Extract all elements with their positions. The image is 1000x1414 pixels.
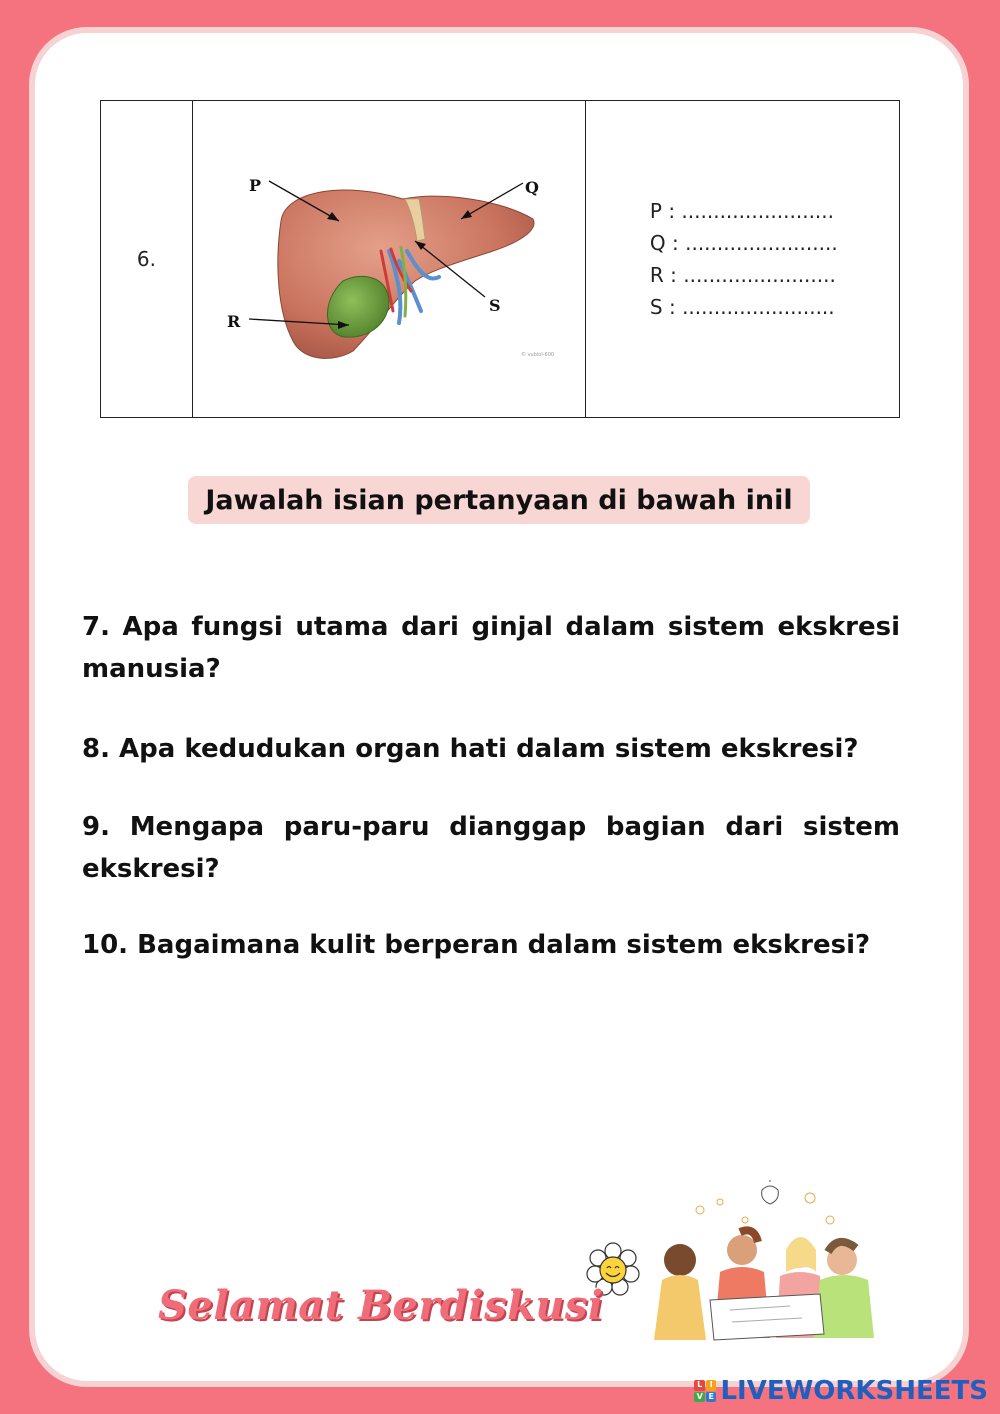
liver-diagram [193,101,585,417]
answer-blank: : ........................ [663,263,836,287]
students-discussion-illustration [650,1180,880,1360]
question-number: 6. [101,101,193,418]
answer-letter: P [649,199,662,223]
answer-blank: : ........................ [665,231,838,255]
answer-letter: S [649,295,663,319]
question-8: 8. Apa kedudukan organ hati dalam sistem ekskresi? [82,734,859,764]
answer-blank: : ........................ [662,295,835,319]
label-q: Q [524,178,539,197]
answer-cell [585,101,899,418]
answer-blank: : ........................ [661,199,834,223]
liveworksheets-logo-icon: L I V E [694,1380,716,1402]
brand-name: LIVEWORKSHEETS [720,1376,988,1406]
question-7: 7. Apa fungsi utama dari ginjal dalam sistem ekskresi manusia? [82,612,900,684]
liver-diagram-cell [192,101,585,418]
answer-line-r[interactable] [650,259,899,291]
question-10: 10. Bagaimana kulit berperan dalam sistem ekskresi? [82,930,871,960]
label-p: P [248,176,261,195]
label-r: R [226,312,241,331]
answer-list [650,195,899,323]
answer-line-s[interactable] [650,291,899,323]
answer-line-q[interactable] [650,227,899,259]
instruction-banner: Jawalah isian pertanyaan di bawah inil [188,476,810,524]
farewell-message: Selamat Berdiskusi [158,1282,604,1329]
answer-line-p[interactable] [650,195,899,227]
answer-letter: Q [649,231,666,255]
answer-letter: R [649,263,664,287]
question-9: 9. Mengapa paru-paru dianggap bagian dari sistem ekskresi? [82,812,900,884]
diagram-watermark: © vubiol-600 [520,352,554,358]
liveworksheets-logo [694,1374,988,1408]
idea-doodles [696,1180,834,1224]
label-s: S [488,296,501,315]
question-6-table [100,100,900,418]
